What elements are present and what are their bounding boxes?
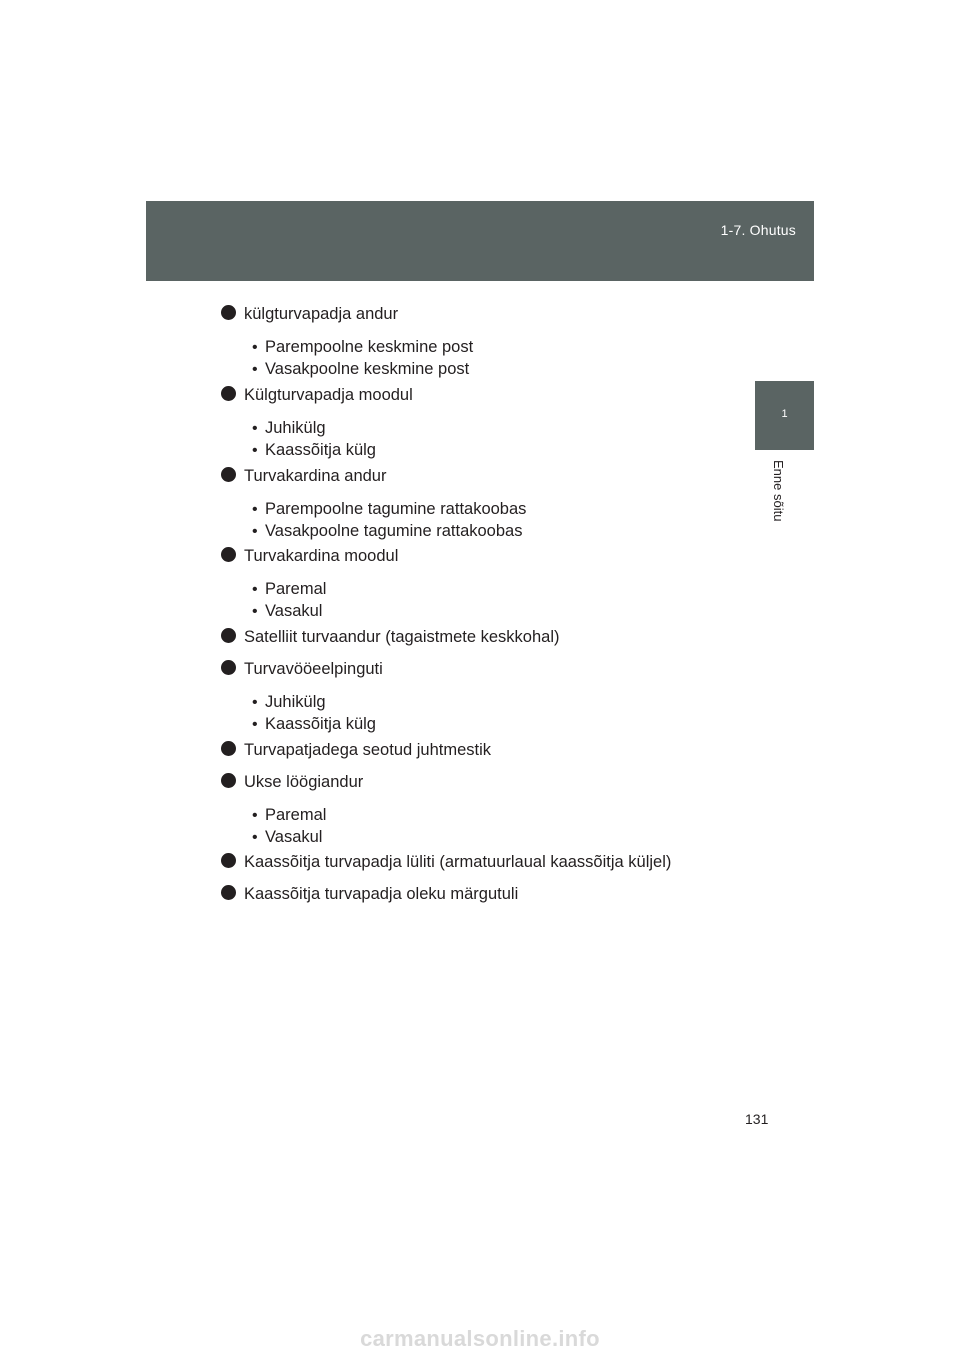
bullet-icon: • bbox=[252, 829, 258, 846]
sub-list-item bbox=[252, 579, 326, 600]
sub-list-item-text: Kaassõitja külg bbox=[265, 441, 376, 459]
sub-list-item-text: Kaassõitja külg bbox=[265, 715, 376, 733]
chapter-tab bbox=[755, 381, 814, 450]
chapter-label: Enne sõitu bbox=[771, 460, 786, 522]
sub-list-item bbox=[252, 714, 376, 735]
list-item bbox=[221, 884, 518, 904]
bullet-dot-icon bbox=[221, 628, 236, 643]
list-item bbox=[221, 546, 398, 566]
sub-list-item-text: Paremal bbox=[265, 806, 327, 824]
sub-list-item bbox=[252, 692, 326, 713]
bullet-dot-icon bbox=[221, 853, 236, 868]
chapter-number: 1 bbox=[781, 408, 788, 420]
component-list bbox=[221, 0, 741, 1358]
sub-list-item bbox=[252, 805, 326, 826]
bullet-icon: • bbox=[252, 523, 258, 540]
sub-list-item bbox=[252, 337, 473, 358]
list-item-text: Ukse löögiandur bbox=[244, 773, 364, 791]
bullet-dot-icon bbox=[221, 386, 236, 401]
sub-list-item bbox=[252, 418, 326, 439]
sub-list-item bbox=[252, 499, 526, 520]
sub-list-item-text: Juhikülg bbox=[265, 419, 326, 437]
sub-list-item-text: Vasakul bbox=[265, 828, 323, 846]
bullet-dot-icon bbox=[221, 885, 236, 900]
list-item-text: Turvakardina moodul bbox=[244, 547, 399, 565]
sub-list-item-text: Vasakul bbox=[265, 602, 323, 620]
list-item-text: Turvapatjadega seotud juhtmestik bbox=[244, 741, 492, 759]
list-item-text: Turvavööeelpinguti bbox=[244, 660, 383, 678]
sub-list-item-text: Vasakpoolne keskmine post bbox=[265, 360, 470, 378]
sub-list-item-text: Paremal bbox=[265, 580, 327, 598]
bullet-dot-icon bbox=[221, 773, 236, 788]
bullet-icon: • bbox=[252, 807, 258, 824]
list-item-text: Külgturvapadja moodul bbox=[244, 386, 413, 404]
bullet-icon: • bbox=[252, 716, 258, 733]
list-item bbox=[221, 852, 671, 872]
bullet-icon: • bbox=[252, 694, 258, 711]
bullet-dot-icon bbox=[221, 660, 236, 675]
list-item bbox=[221, 627, 559, 647]
sub-list-item-text: Parempoolne keskmine post bbox=[265, 338, 474, 356]
sub-list-item bbox=[252, 440, 376, 461]
list-item bbox=[221, 740, 491, 760]
list-item bbox=[221, 466, 386, 486]
sub-list-item-text: Parempoolne tagumine rattakoobas bbox=[265, 500, 527, 518]
bullet-icon: • bbox=[252, 361, 258, 378]
list-item-text: Satelliit turvaandur (tagaistmete keskkohal) bbox=[244, 628, 560, 646]
list-item bbox=[221, 385, 413, 405]
list-item-text: Kaassõitja turvapadja lüliti (armatuurlaual kaassõitja küljel) bbox=[244, 853, 672, 871]
sub-list-item bbox=[252, 359, 469, 380]
watermark: carmanualsonline.info bbox=[360, 1326, 600, 1351]
list-item bbox=[221, 772, 363, 792]
bullet-dot-icon bbox=[221, 305, 236, 320]
sub-list-item-text: Vasakpoolne tagumine rattakoobas bbox=[265, 522, 523, 540]
sub-list-item bbox=[252, 601, 322, 622]
bullet-icon: • bbox=[252, 501, 258, 518]
bullet-dot-icon bbox=[221, 547, 236, 562]
bullet-dot-icon bbox=[221, 467, 236, 482]
bullet-icon: • bbox=[252, 581, 258, 598]
section-title: 1-7. Ohutus bbox=[720, 222, 796, 238]
list-item bbox=[221, 304, 398, 324]
list-item-text: Turvakardina andur bbox=[244, 467, 387, 485]
bullet-icon: • bbox=[252, 603, 258, 620]
bullet-icon: • bbox=[252, 339, 258, 356]
bullet-icon: • bbox=[252, 420, 258, 437]
list-item-text: külgturvapadja andur bbox=[244, 305, 399, 323]
sub-list-item-text: Juhikülg bbox=[265, 693, 326, 711]
bullet-icon: • bbox=[252, 442, 258, 459]
bullet-dot-icon bbox=[221, 741, 236, 756]
sub-list-item bbox=[252, 827, 322, 848]
list-item bbox=[221, 659, 383, 679]
sub-list-item bbox=[252, 521, 522, 542]
page-number: 131 bbox=[745, 1111, 769, 1127]
list-item-text: Kaassõitja turvapadja oleku märgutuli bbox=[244, 885, 519, 903]
